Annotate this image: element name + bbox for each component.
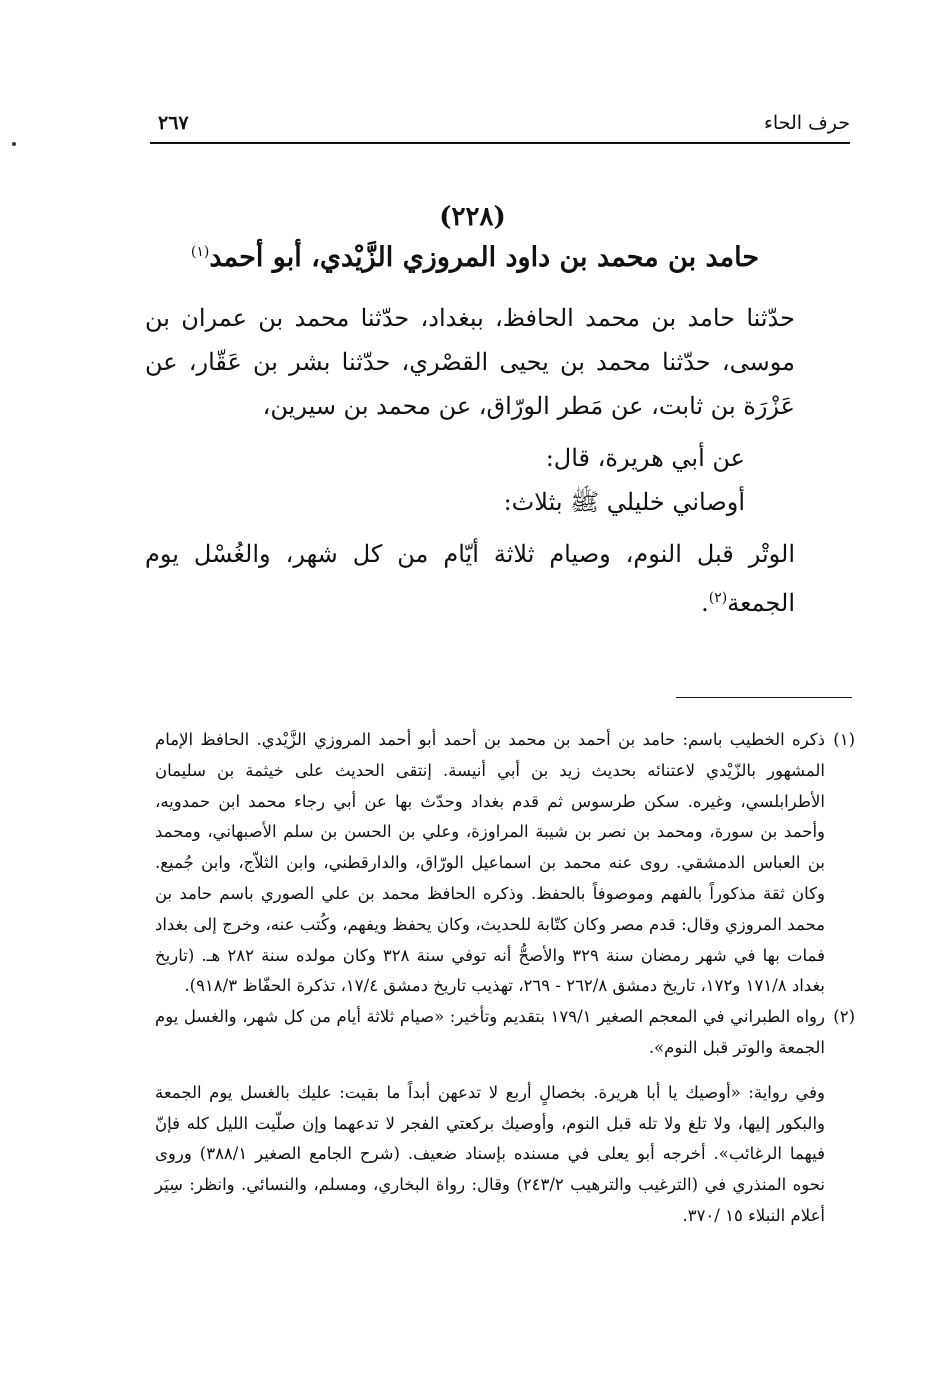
- footnote-separator: [676, 697, 852, 698]
- footnote-ref-2: (٢): [708, 590, 728, 606]
- matn-end: .: [701, 589, 709, 617]
- footnote-ref-1: (١): [190, 244, 210, 260]
- matn-text: الوتْر قبل النوم، وصيام ثلاثة أيّام من كل شهر، والغُسْل يوم الجمعة: [145, 540, 795, 617]
- isnad-paragraph: حدّثنا حامد بن محمد الحافظ، ببغداد، حدّثنا محمد بن عمران بن موسى، حدّثنا محمد بن يحيى القصْري، حدّثنا بشر بن عَقّار، عن عَزْرَة بن ثابت، عن مَطر الورّاق، عن محمد بن سيرين،: [145, 304, 795, 420]
- footnote-2-mark: (٢): [833, 1007, 855, 1027]
- section-title: حرف الحاء: [763, 112, 850, 134]
- footnotes: [155, 725, 855, 1232]
- footnote-1-text: ذكره الخطيب باسم: حامد بن أحمد بن محمد بن أحمد أبو أحمد المروزي الزَّيْدي. الحافظ الإمام المشهور بالزّيْدي لاعتنائه بحديث زيد بن أبي أنيسة. إنتقى الحديث على خيثمة بن سليمان الأطرابلسي، وغيره. سكن طرسوس ثم قدم بغداد وحدّث بها عن أبي رجاء محمد ابن حمدويه، وأحمد بن سورة، ومحمد بن نصر بن شيبة المراوزة، وعلي بن الحسن بن سلم الأصبهاني، ومحمد بن العباس الدمشقي. روى عنه محمد بن اسماعيل الورّاق، والدارقطني، وابن الثلاّج، وابن جُميع. وكان ثقة مذكوراً بالفهم وموصوفاً بالحفظ. وذكره الحافظ محمد بن علي الصوري باسم حامد بن محمد المروزي وقال: قدم مصر وكان كتّابة للحديث، وكان يحفظ ويفهم، وكُتب عنه، وخرج إلى بغداد فمات بها في شهر رمضان سنة ٣٢٩ والأصحُّ أنه توفي سنة ٣٢٨ وكان مولده سنة ٢٨٢ هـ. (تاريخ بغداد ١٧١/٨ و١٧٢، تاريخ دمشق ٢٦٢/٨ - ٢٦٩، تهذيب تاريخ دمشق ١٧/٤، تذكرة الحفّاظ ٩١٨/٣).: [155, 730, 825, 996]
- footnote-1: [155, 725, 855, 1002]
- matn-paragraph: [145, 532, 795, 625]
- footnote-2-text: رواه الطبراني في المعجم الصغير ١٧٩/١ بتقديم وتأخير: «صيام ثلاثة أيام من كل شهر، والغسل يوم الجمعة والوتر قبل النوم».: [155, 1007, 825, 1057]
- narrator-line: عن أبي هريرة، قال:: [545, 444, 745, 472]
- entry-number: (٢٢٨): [439, 202, 506, 232]
- entry-title: [150, 242, 800, 273]
- running-header: [150, 112, 850, 146]
- footnote-1-mark: (١): [833, 730, 855, 749]
- footnote-2: [155, 1002, 855, 1064]
- hadith-body: [145, 296, 795, 625]
- header-rule: [150, 142, 850, 144]
- page-number: ٢٦٧: [158, 112, 189, 134]
- scan-speck: [12, 142, 16, 146]
- saying-line: أوصاني خليلي ﷺ بثلاث:: [503, 488, 745, 516]
- footnote-2-continuation: وفي رواية: «أوصيك يا أبا هريرة. بخصالٍ أربع لا تدعهن أبداً ما بقيت: عليك بالغسل يوم الجمعة والبكور إليها، ولا تلغ ولا تله قبل النوم، وأوصيك بركعتي الفجر لا تدعهما وإن صلّيت الليل كله فإنّ فيهما الرغائب». أخرجه أبو يعلى في مسنده بإسناد ضعيف. (شرح الجامع الصغير ٣٨٨/١) وروى نحوه المنذري في (الترغيب والترهيب ٢٤٣/٢) وقال: رواة البخاري، ومسلم، والنسائي. وانظر: سِيَر أعلام النبلاء ١٥ /٣٧٠.: [155, 1082, 825, 1225]
- entry-title-text: حامد بن محمد بن داود المروزي الزَّيْدي، أبو أحمد: [209, 242, 760, 273]
